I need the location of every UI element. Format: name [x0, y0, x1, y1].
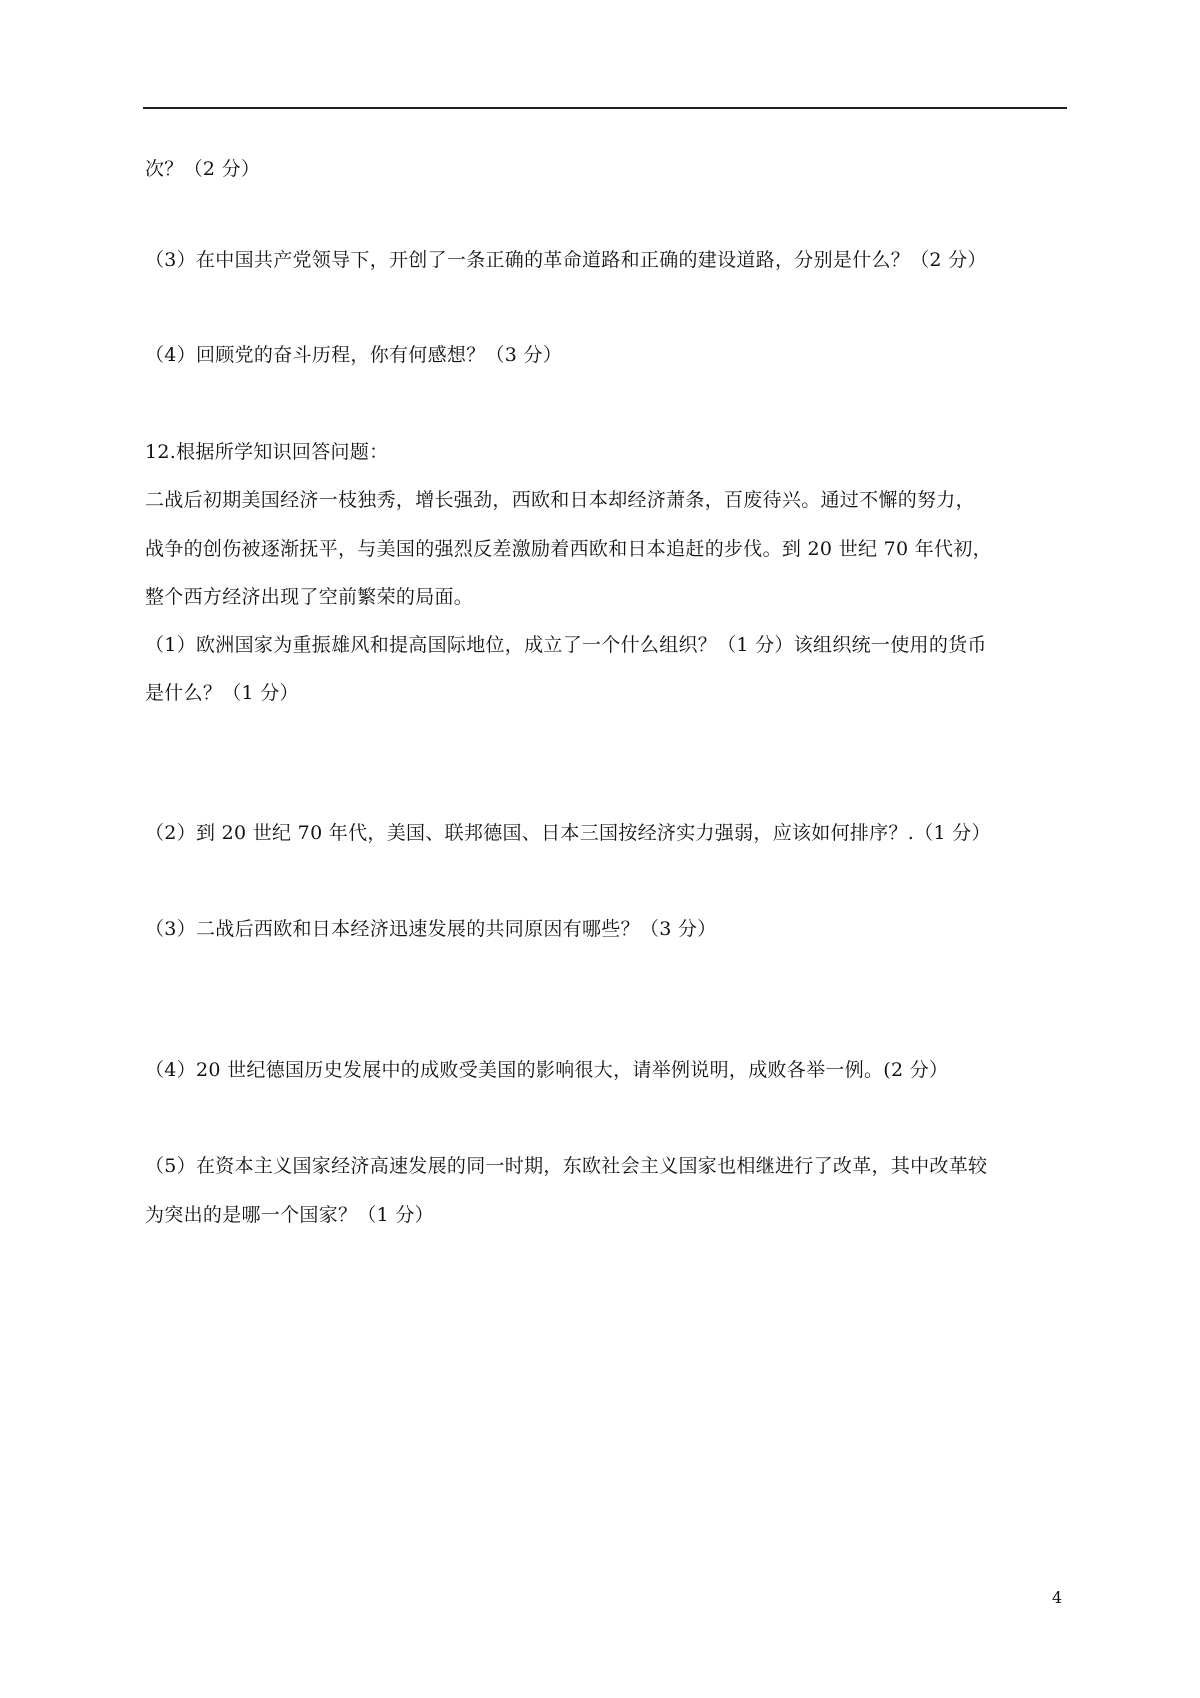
q12-passage-line-2: 战争的创伤被逐渐抚平，与美国的强烈反差激励着西欧和日本追赶的步伐。到 20 世纪 70 年代初， [145, 538, 992, 560]
q11-continuation: 次？（2 分） [145, 158, 261, 180]
q11-part4: （4）回顾党的奋斗历程，你有何感想？（3 分） [145, 344, 563, 366]
q11-part3: （3）在中国共产党领导下，开创了一条正确的革命道路和正确的建设道路，分别是什么？（2 分） [145, 249, 987, 271]
q12-part4: （4）20 世纪德国历史发展中的成败受美国的影响很大，请举例说明，成败各举一例。(2 分） [145, 1059, 949, 1081]
q12-part1-line-2: 是什么？（1 分） [145, 682, 299, 704]
q12-passage-line-3: 整个西方经济出现了空前繁荣的局面。 [145, 586, 474, 608]
q12-part3: （3）二战后西欧和日本经济迅速发展的共同原因有哪些？（3 分） [145, 918, 717, 940]
header-rule [143, 107, 1067, 109]
page-number: 4 [1052, 1588, 1063, 1607]
q12-part2: （2）到 20 世纪 70 年代，美国、联邦德国、日本三国按经济实力强弱，应该如何排序？.（1 分） [145, 822, 991, 844]
q12-title: 12.根据所学知识回答问题： [145, 441, 389, 463]
q12-part1-line-1: （1）欧洲国家为重振雄风和提高国际地位，成立了一个什么组织？（1 分）该组织统一使用的货币 [145, 634, 987, 656]
q12-part5-line-1: （5）在资本主义国家经济高速发展的同一时期，东欧社会主义国家也相继进行了改革，其中改革较 [145, 1155, 988, 1177]
q12-passage-line-1: 二战后初期美国经济一枝独秀，增长强劲，西欧和日本却经济萧条，百废待兴。通过不懈的努力， [145, 489, 975, 511]
q12-part5-line-2: 为突出的是哪一个国家？（1 分） [145, 1204, 434, 1226]
